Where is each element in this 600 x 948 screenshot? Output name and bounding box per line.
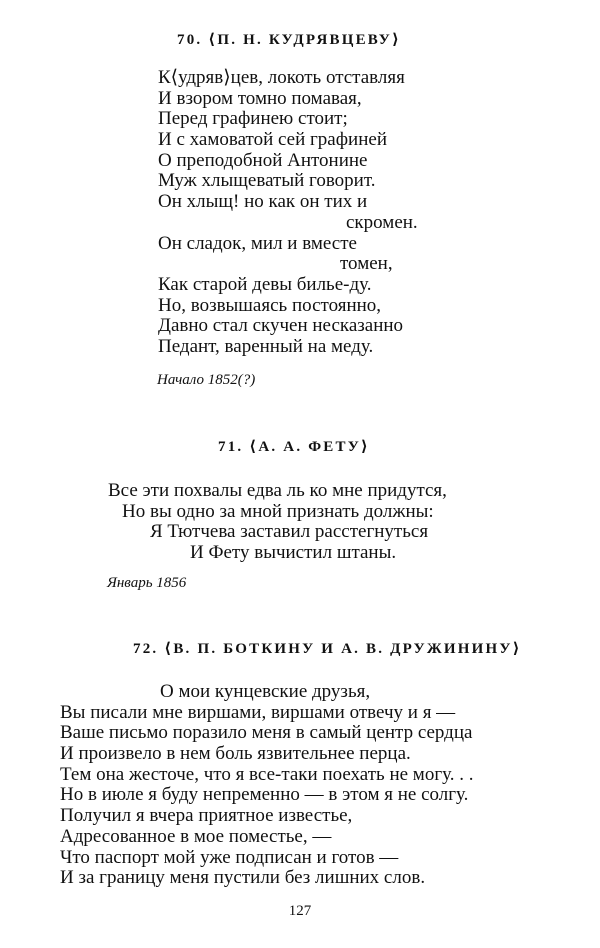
poem-line: Тем она жесточе, что я все-таки поехать не могу. . . [60,763,474,785]
poem-body-70 [158,68,418,358]
poem-line-continuation: скромен. [346,211,418,233]
poem-date-71: Январь 1856 [107,575,187,591]
poem-line: Как старой девы билье-ду. [158,273,372,295]
poem-line: Педант, варенный на меду. [158,335,374,357]
poem-line: О преподобной Антонине [158,149,368,171]
poem-line: Муж хлыщеватый говорит. [158,170,376,192]
poem-line: Адресованное в мое поместье, — [60,825,332,847]
poem-line: И Фету вычистил штаны. [190,542,397,564]
poem-title-71: 71. ⟨А. А. ФЕТУ⟩ [218,439,370,455]
poem-title-72: 72. ⟨В. П. БОТКИНУ И А. В. ДРУЖИНИНУ⟩ [133,641,522,657]
poem-title-70: 70. ⟨П. Н. КУДРЯВЦЕВУ⟩ [177,32,402,48]
poem-line: К⟨удряв⟩цев, локоть отставляя [158,67,405,88]
poem-line-continuation: томен, [340,253,393,275]
poem-body-71 [108,481,447,564]
poem-date-70: Начало 1852(?) [157,372,256,388]
poem-body-72 [60,682,473,889]
poem-line: Но вы одно за мной признать должны: [122,500,434,522]
poem-line: Но, возвышаясь постоянно, [158,294,382,316]
poem-line: О мои кунцевские друзья, [160,681,371,702]
poem-line: Все эти похвалы едва ль ко мне придутся, [108,480,447,501]
poem-line: Он сладок, мил и вместе [158,232,357,254]
poem-line: Что паспорт мой уже подписан и готов — [60,846,399,868]
poem-line: Получил я вчера приятное известье, [60,805,353,827]
poem-line: Он хлыщ! но как он тих и [158,191,368,213]
poem-line: Но в июле я буду непременно — в этом я не солгу. [60,784,469,806]
poem-line: Ваше письмо поразило меня в самый центр сердца [60,722,473,744]
poem-line: Давно стал скучен несказанно [158,315,404,337]
poem-line: И за границу меня пустили без лишних слов. [60,867,426,889]
poem-line: Вы писали мне виршами, виршами отвечу и я — [60,701,456,723]
poem-line: И взором томно помавая, [158,87,362,109]
poem-line: Я Тютчева заставил расстегнуться [150,521,429,543]
poem-line: И произвело в нем боль язвительнее перца. [60,743,411,765]
page-number: 127 [288,903,312,919]
poem-line: И с хамоватой сей графиней [158,129,387,151]
poem-line: Перед графинею стоит; [158,108,348,130]
